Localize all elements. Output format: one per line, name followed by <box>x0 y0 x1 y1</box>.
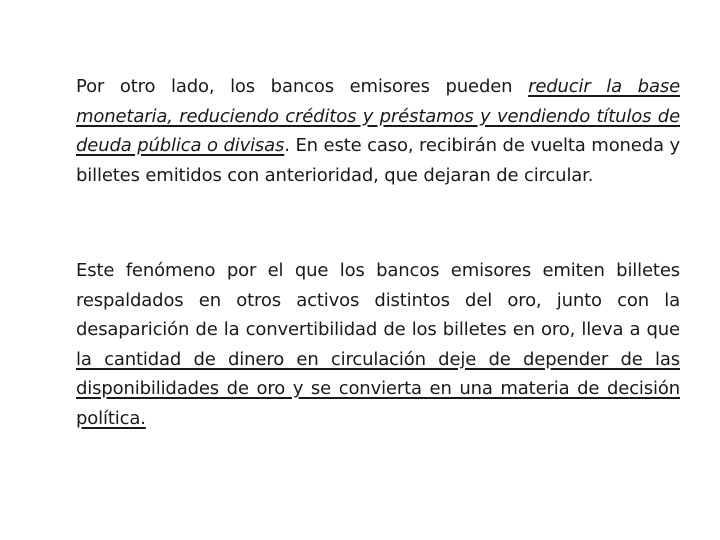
paragraph2-underlined: la cantidad de dinero en circulación deje de depender de las disponibilidades de oro y se convierta en una materia de decisión política. <box>76 348 680 429</box>
paragraph2-intro: Este fenómeno por el que los bancos emisores emiten billetes respaldados en otros activos distintos del oro, junto con la desaparición de la convertibilidad de los billetes en oro, lleva a que <box>76 260 680 340</box>
paragraph1-underlined-italic: reducir la base monetaria, reduciendo créditos y préstamos y vendiendo títulos de deuda pública o divisas <box>76 76 680 156</box>
paragraph1-rest: . En este caso, recibirán de vuelta moneda y billetes emitidos con anterioridad, que dejaran de circular. <box>76 135 681 186</box>
paragraph1-intro: Por otro lado, los bancos emisores pueden <box>76 76 529 97</box>
paragraph-base-monetaria <box>76 72 680 190</box>
paragraph-fenomeno <box>76 256 680 433</box>
